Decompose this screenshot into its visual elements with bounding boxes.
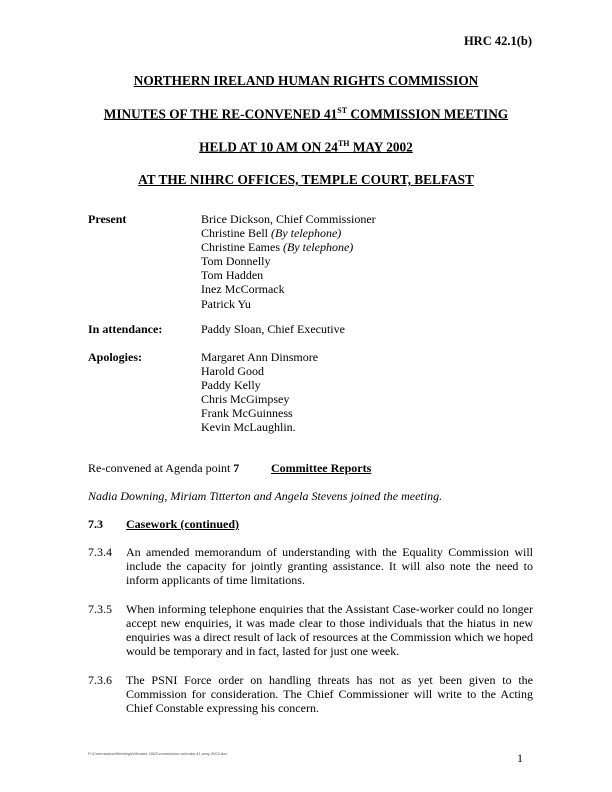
apology-name: Harold Good (201, 364, 264, 379)
apology-name: Frank McGuinness (201, 406, 293, 421)
attendance-value: Paddy Sloan, Chief Executive (201, 322, 345, 336)
committee-reports-heading: Committee Reports (271, 461, 372, 475)
title-minutes (0, 106, 612, 122)
attendance-note: (By telephone) (282, 240, 354, 255)
apologies-label: Apologies: (88, 350, 142, 364)
apology-name: Paddy Kelly (201, 378, 261, 393)
minute-paragraph (88, 602, 533, 658)
section-number: 7.3 (88, 517, 103, 531)
title-held (0, 139, 612, 155)
title-held-text: HELD AT 10 AM ON 24 (199, 139, 338, 155)
title-held-ordinal: TH (337, 139, 350, 148)
paragraph-text: When informing telephone enquiries that the Assistant Case-worker could no longer accept new enquiries, it was made clear to those individuals that the hiatus in new enquiries was a direct result of lack of resources at the Commission which we hoped would be temporary and in fact, lasted for just one week. (126, 602, 533, 659)
paragraph-text: An amended memorandum of understanding with the Equality Commission will include the capacity for jointly granting assistance. It will also note the need to inform applicants of time limitations. (126, 545, 533, 588)
reconvened-line (88, 461, 239, 475)
agenda-point-number: 7 (233, 461, 240, 475)
apology-name: Margaret Ann Dinsmore (201, 350, 319, 364)
footer-file-path: P:\Commission\Meetings\Minutes 2002\commission-minutes-41-may-2002.doc (88, 751, 228, 756)
apologies-list (201, 350, 318, 435)
page-number: 1 (517, 751, 523, 765)
attendance-label: In attendance: (88, 322, 163, 336)
title-location: AT THE NIHRC OFFICES, TEMPLE COURT, BELFAST (138, 172, 474, 187)
title-minutes-ordinal: ST (337, 106, 348, 115)
reconvened-text: Re-convened at Agenda point (88, 461, 234, 475)
apology-name: Chris McGimpsey (201, 392, 290, 407)
title-held-suffix: MAY 2002 (349, 139, 413, 155)
title-minutes-text: MINUTES OF THE RE-CONVENED 41 (103, 106, 338, 122)
section-heading: Casework (continued) (126, 517, 239, 531)
minute-paragraph (88, 545, 533, 587)
paragraph-number: 7.3.6 (88, 673, 112, 687)
apology-name: Kevin McLaughlin. (201, 420, 296, 435)
attendance-note: (By telephone) (271, 226, 342, 241)
paragraph-number: 7.3.5 (88, 602, 112, 616)
document-reference: HRC 42.1(b) (463, 34, 532, 48)
present-member: Tom Donnelly (201, 254, 271, 269)
present-member: Inez McCormack (201, 282, 285, 297)
joined-meeting-note: Nadia Downing, Miriam Titterton and Angela Stevens joined the meeting. (88, 489, 443, 503)
paragraph-text: The PSNI Force order on handling threats has not as yet been given to the Commission for consideration. The Chief Commissioner will write to the Acting Chief Constable expressing his concern. (126, 673, 533, 716)
present-list (201, 212, 376, 311)
title-minutes-suffix: COMMISSION MEETING (347, 106, 509, 122)
present-member: Christine Eames (By telephone) (201, 240, 354, 255)
paragraph-number: 7.3.4 (88, 545, 112, 559)
present-member: Tom Hadden (201, 268, 264, 283)
present-member: Brice Dickson, Chief Commissioner (201, 212, 376, 226)
present-member: Christine Bell (By telephone) (201, 226, 342, 241)
present-label: Present (88, 212, 127, 226)
minute-paragraph (88, 673, 533, 715)
present-member: Patrick Yu (201, 296, 251, 311)
title-organisation: NORTHERN IRELAND HUMAN RIGHTS COMMISSION (133, 73, 479, 88)
